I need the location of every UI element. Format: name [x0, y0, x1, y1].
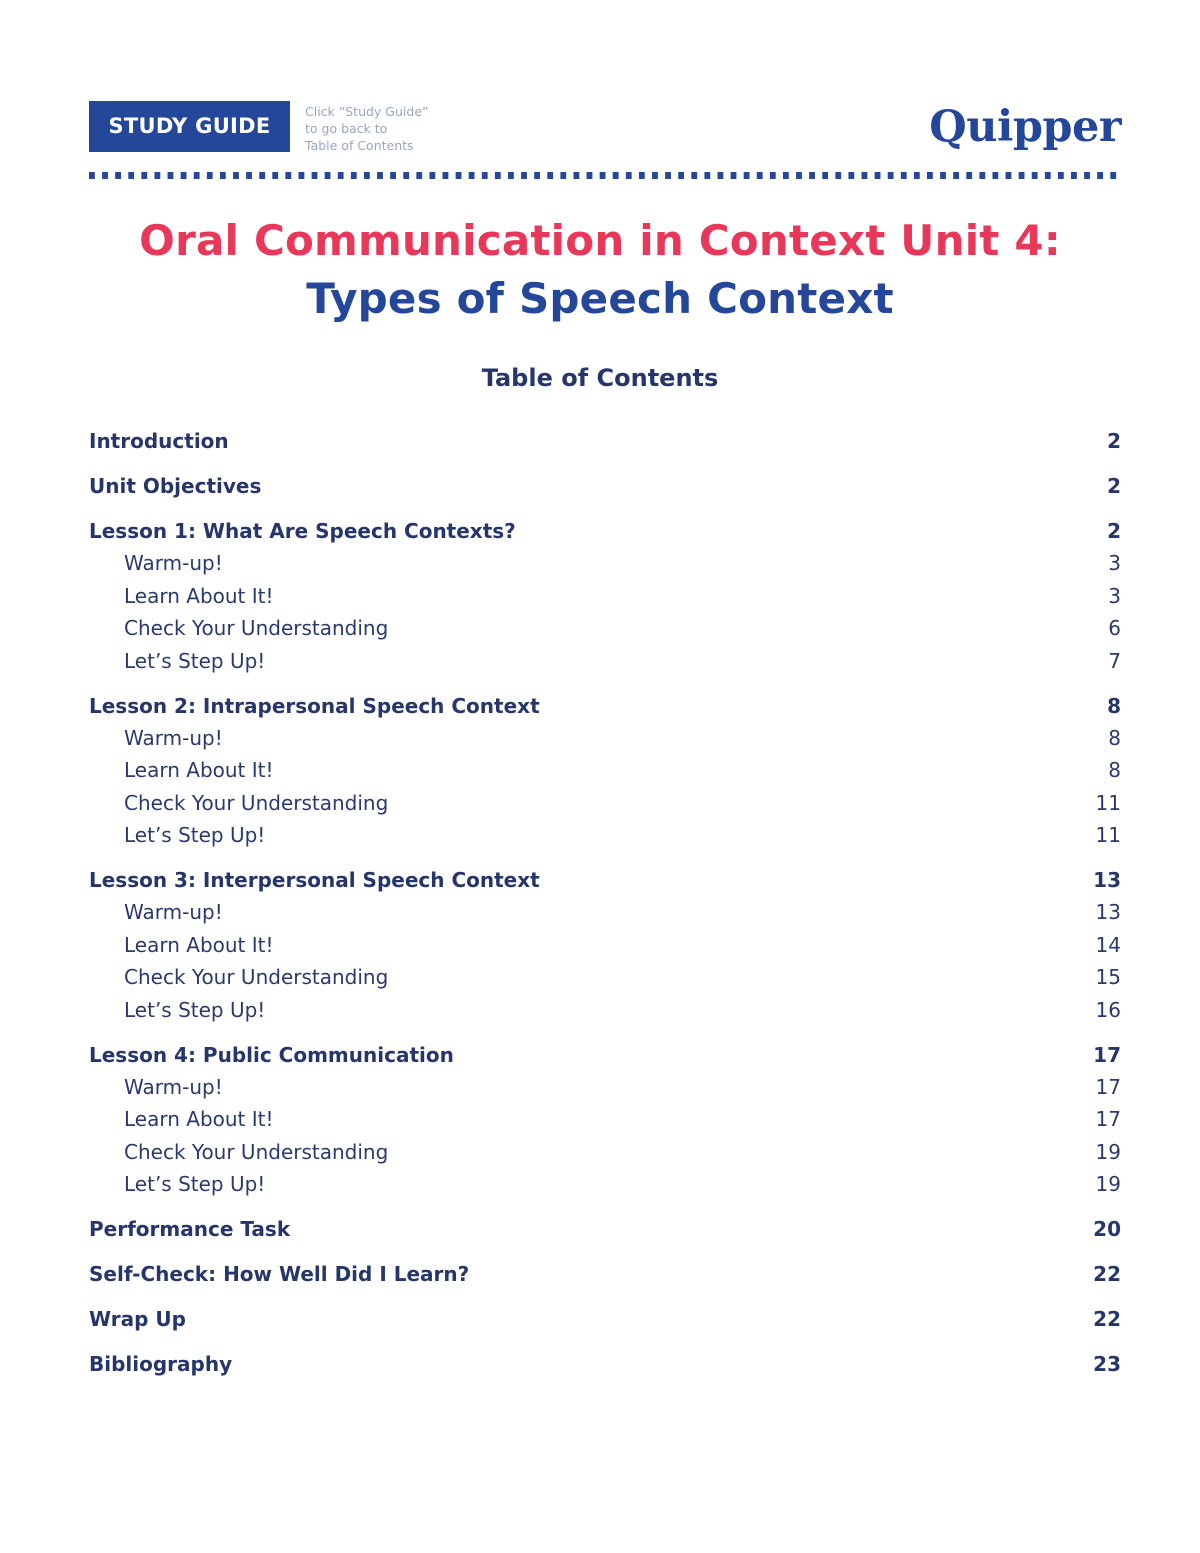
toc-subentry[interactable] [89, 547, 1121, 579]
toc-entry-label: Self-Check: How Well Did I Learn? [89, 1262, 470, 1286]
title-topic-line: Types of Speech Context [306, 274, 894, 323]
toc-subentry[interactable] [89, 994, 1121, 1026]
toc-subentry[interactable] [89, 896, 1121, 928]
toc-entry-label: Let’s Step Up! [124, 648, 266, 673]
toc-page-number: 11 [1095, 823, 1121, 847]
toc-entry[interactable] [89, 1039, 1121, 1071]
toc-page-number: 8 [1108, 725, 1121, 750]
toc-subentry[interactable] [89, 961, 1121, 993]
toc-page-number: 15 [1095, 965, 1121, 989]
toc-subentry[interactable] [89, 929, 1121, 961]
toc-entry-label: Lesson 2: Intrapersonal Speech Context [89, 693, 540, 718]
hint-line: to go back to [305, 121, 388, 136]
toc-entry-label: Learn About It! [124, 758, 274, 782]
toc-entry[interactable] [89, 425, 1121, 457]
toc-entry-label: Lesson 1: What Are Speech Contexts? [89, 519, 516, 543]
toc-entry-label: Performance Task [89, 1217, 291, 1241]
toc-entry-label: Learn About It! [124, 1107, 274, 1131]
toc-page-number: 11 [1095, 790, 1121, 815]
document-title [0, 212, 1200, 328]
toc-page-number: 17 [1095, 1074, 1121, 1099]
toc-entry-label: Check Your Understanding [124, 965, 389, 989]
toc-entry-label: Check Your Understanding [124, 1139, 389, 1164]
study-guide-button[interactable]: STUDY GUIDE [89, 101, 290, 152]
toc-entry-label: Learn About It! [124, 583, 274, 608]
toc-page-number: 22 [1093, 1262, 1121, 1286]
toc-page-number: 6 [1108, 616, 1121, 640]
study-guide-hint [305, 103, 475, 154]
toc-page-number: 13 [1093, 868, 1121, 892]
toc-page-number: 19 [1095, 1139, 1121, 1164]
toc-entry-label: Learn About It! [124, 932, 274, 957]
toc-subentry[interactable] [89, 645, 1121, 677]
toc-subentry[interactable] [89, 612, 1121, 644]
toc-entry-label: Warm-up! [124, 1074, 223, 1099]
toc-entry-label: Warm-up! [124, 725, 223, 750]
toc-entry-label: Lesson 4: Public Communication [89, 1042, 454, 1067]
toc-page-number: 22 [1093, 1307, 1121, 1331]
toc-page-number: 3 [1108, 583, 1121, 608]
title-unit-line: Oral Communication in Context Unit 4: [139, 216, 1061, 265]
toc-page-number: 20 [1093, 1217, 1121, 1241]
toc-entry[interactable] [89, 690, 1121, 722]
toc-entry-label: Let’s Step Up! [124, 997, 266, 1022]
toc-entry[interactable] [89, 1213, 1121, 1245]
toc-entry-label: Check Your Understanding [124, 790, 389, 815]
toc-entry-label: Warm-up! [124, 900, 223, 924]
toc-page-number: 17 [1095, 1107, 1121, 1131]
toc-subentry[interactable] [89, 787, 1121, 819]
toc-subentry[interactable] [89, 580, 1121, 612]
toc-entry[interactable] [89, 470, 1121, 502]
toc-entry-label: Wrap Up [89, 1307, 186, 1331]
toc-entry-label: Let’s Step Up! [124, 823, 266, 847]
toc-page-number: 19 [1095, 1172, 1121, 1196]
toc-entry-label: Lesson 3: Interpersonal Speech Context [89, 868, 540, 892]
toc-page-number: 8 [1107, 693, 1121, 718]
toc-subentry[interactable] [89, 1071, 1121, 1103]
toc-page-number: 7 [1108, 648, 1121, 673]
toc-page-number: 16 [1095, 997, 1121, 1022]
toc-page-number: 13 [1095, 900, 1121, 924]
toc-entry-label: Let’s Step Up! [124, 1172, 266, 1196]
toc-entry-label: Introduction [89, 429, 229, 453]
toc-page-number: 14 [1095, 932, 1121, 957]
toc-page-number: 2 [1107, 474, 1121, 498]
toc-entry-label: Bibliography [89, 1352, 233, 1376]
toc-entry[interactable] [89, 1348, 1121, 1380]
toc-entry[interactable] [89, 1303, 1121, 1335]
toc-subentry[interactable] [89, 722, 1121, 754]
toc-page-number: 3 [1108, 551, 1121, 575]
hint-line: Click “Study Guide” [305, 104, 429, 119]
toc-subentry[interactable] [89, 819, 1121, 851]
toc-subentry[interactable] [89, 1136, 1121, 1168]
toc-entry[interactable] [89, 1258, 1121, 1290]
toc-subentry[interactable] [89, 1103, 1121, 1135]
dotted-divider [89, 172, 1121, 180]
toc-subentry[interactable] [89, 754, 1121, 786]
toc-entry[interactable] [89, 864, 1121, 896]
toc-entry-label: Check Your Understanding [124, 616, 389, 640]
toc-page-number: 23 [1093, 1352, 1121, 1376]
toc-entry-label: Warm-up! [124, 551, 223, 575]
quipper-logo: Quipper [929, 102, 1121, 152]
toc-page-number: 17 [1093, 1042, 1121, 1067]
toc-heading: Table of Contents [481, 364, 719, 392]
page-header [89, 101, 1121, 153]
toc-entry-label: Unit Objectives [89, 474, 262, 498]
hint-line: Table of Contents [305, 138, 414, 153]
toc-page-number: 2 [1107, 519, 1121, 543]
toc-page-number: 2 [1107, 429, 1121, 453]
toc-entry[interactable] [89, 515, 1121, 547]
toc-page-number: 8 [1108, 758, 1121, 782]
toc-subentry[interactable] [89, 1168, 1121, 1200]
